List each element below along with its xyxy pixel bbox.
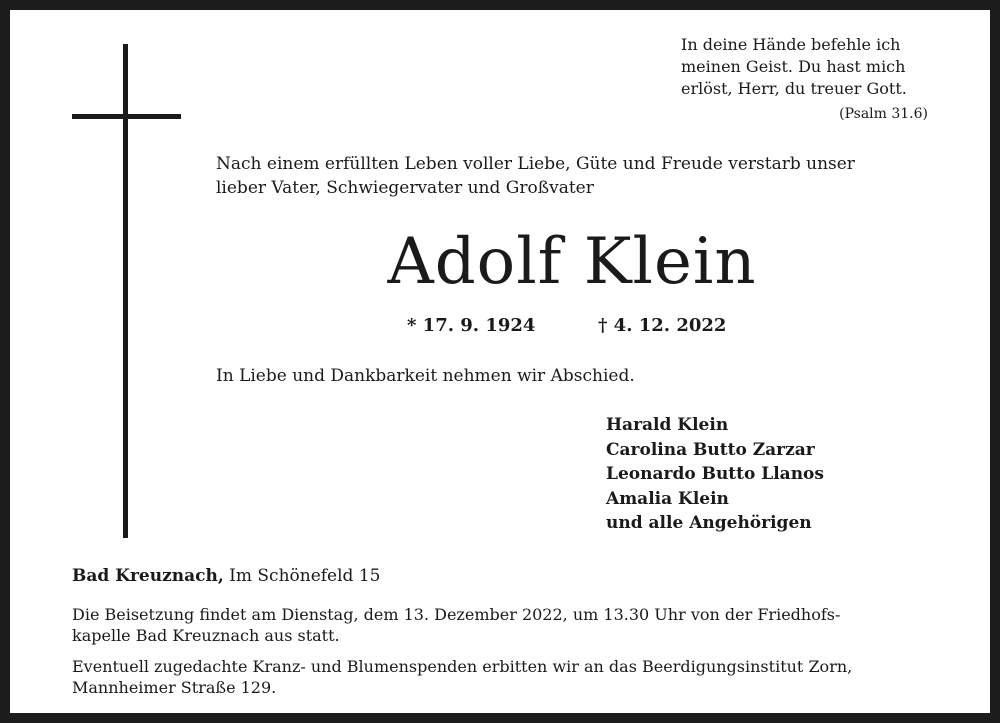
farewell-text: In Liebe und Dankbarkeit nehmen wir Abschied. [216, 366, 635, 386]
burial-info [72, 604, 840, 646]
intro-text [216, 152, 855, 200]
burial-line: Die Beisetzung findet am Dienstag, dem 13. Dezember 2022, um 13.30 Uhr von der Friedhofs- [72, 605, 841, 624]
verse-line: In deine Hände befehle ich [681, 35, 901, 54]
flowers-line: Mannheimer Straße 129. [72, 678, 277, 697]
address-city: Bad Kreuznach, [72, 566, 224, 586]
burial-line: kapelle Bad Kreuznach aus statt. [72, 626, 340, 645]
deceased-name: Adolf Klein [387, 225, 757, 299]
mourner-name: Leonardo Butto Llanos [606, 464, 824, 484]
address-street: Im Schönefeld 15 [223, 566, 381, 586]
mourner-name: und alle Angehörigen [606, 513, 812, 533]
cross-horizontal-bar [72, 114, 181, 119]
verse-line: erlöst, Herr, du treuer Gott. [681, 79, 907, 98]
death-date: † 4. 12. 2022 [598, 315, 727, 336]
birth-date: * 17. 9. 1924 [407, 315, 536, 336]
verse-reference: (Psalm 31.6) [839, 106, 928, 122]
flowers-line: Eventuell zugedachte Kranz- und Blumenspenden erbitten wir an das Beerdigungsinstitut Zorn, [72, 657, 853, 676]
mourners-list [606, 413, 824, 536]
mourner-name: Carolina Butto Zarzar [606, 439, 815, 460]
family-address [72, 564, 380, 588]
flower-donation-info [72, 656, 852, 698]
mourner-name: Amalia Klein [606, 488, 729, 509]
intro-line: lieber Vater, Schwiegervater und Großvater [216, 178, 594, 198]
bible-verse [681, 34, 907, 100]
mourner-name: Harald Klein [606, 415, 729, 435]
intro-line: Nach einem erfüllten Leben voller Liebe, Güte und Freude verstarb unser [216, 154, 855, 174]
verse-line: meinen Geist. Du hast mich [681, 57, 906, 76]
